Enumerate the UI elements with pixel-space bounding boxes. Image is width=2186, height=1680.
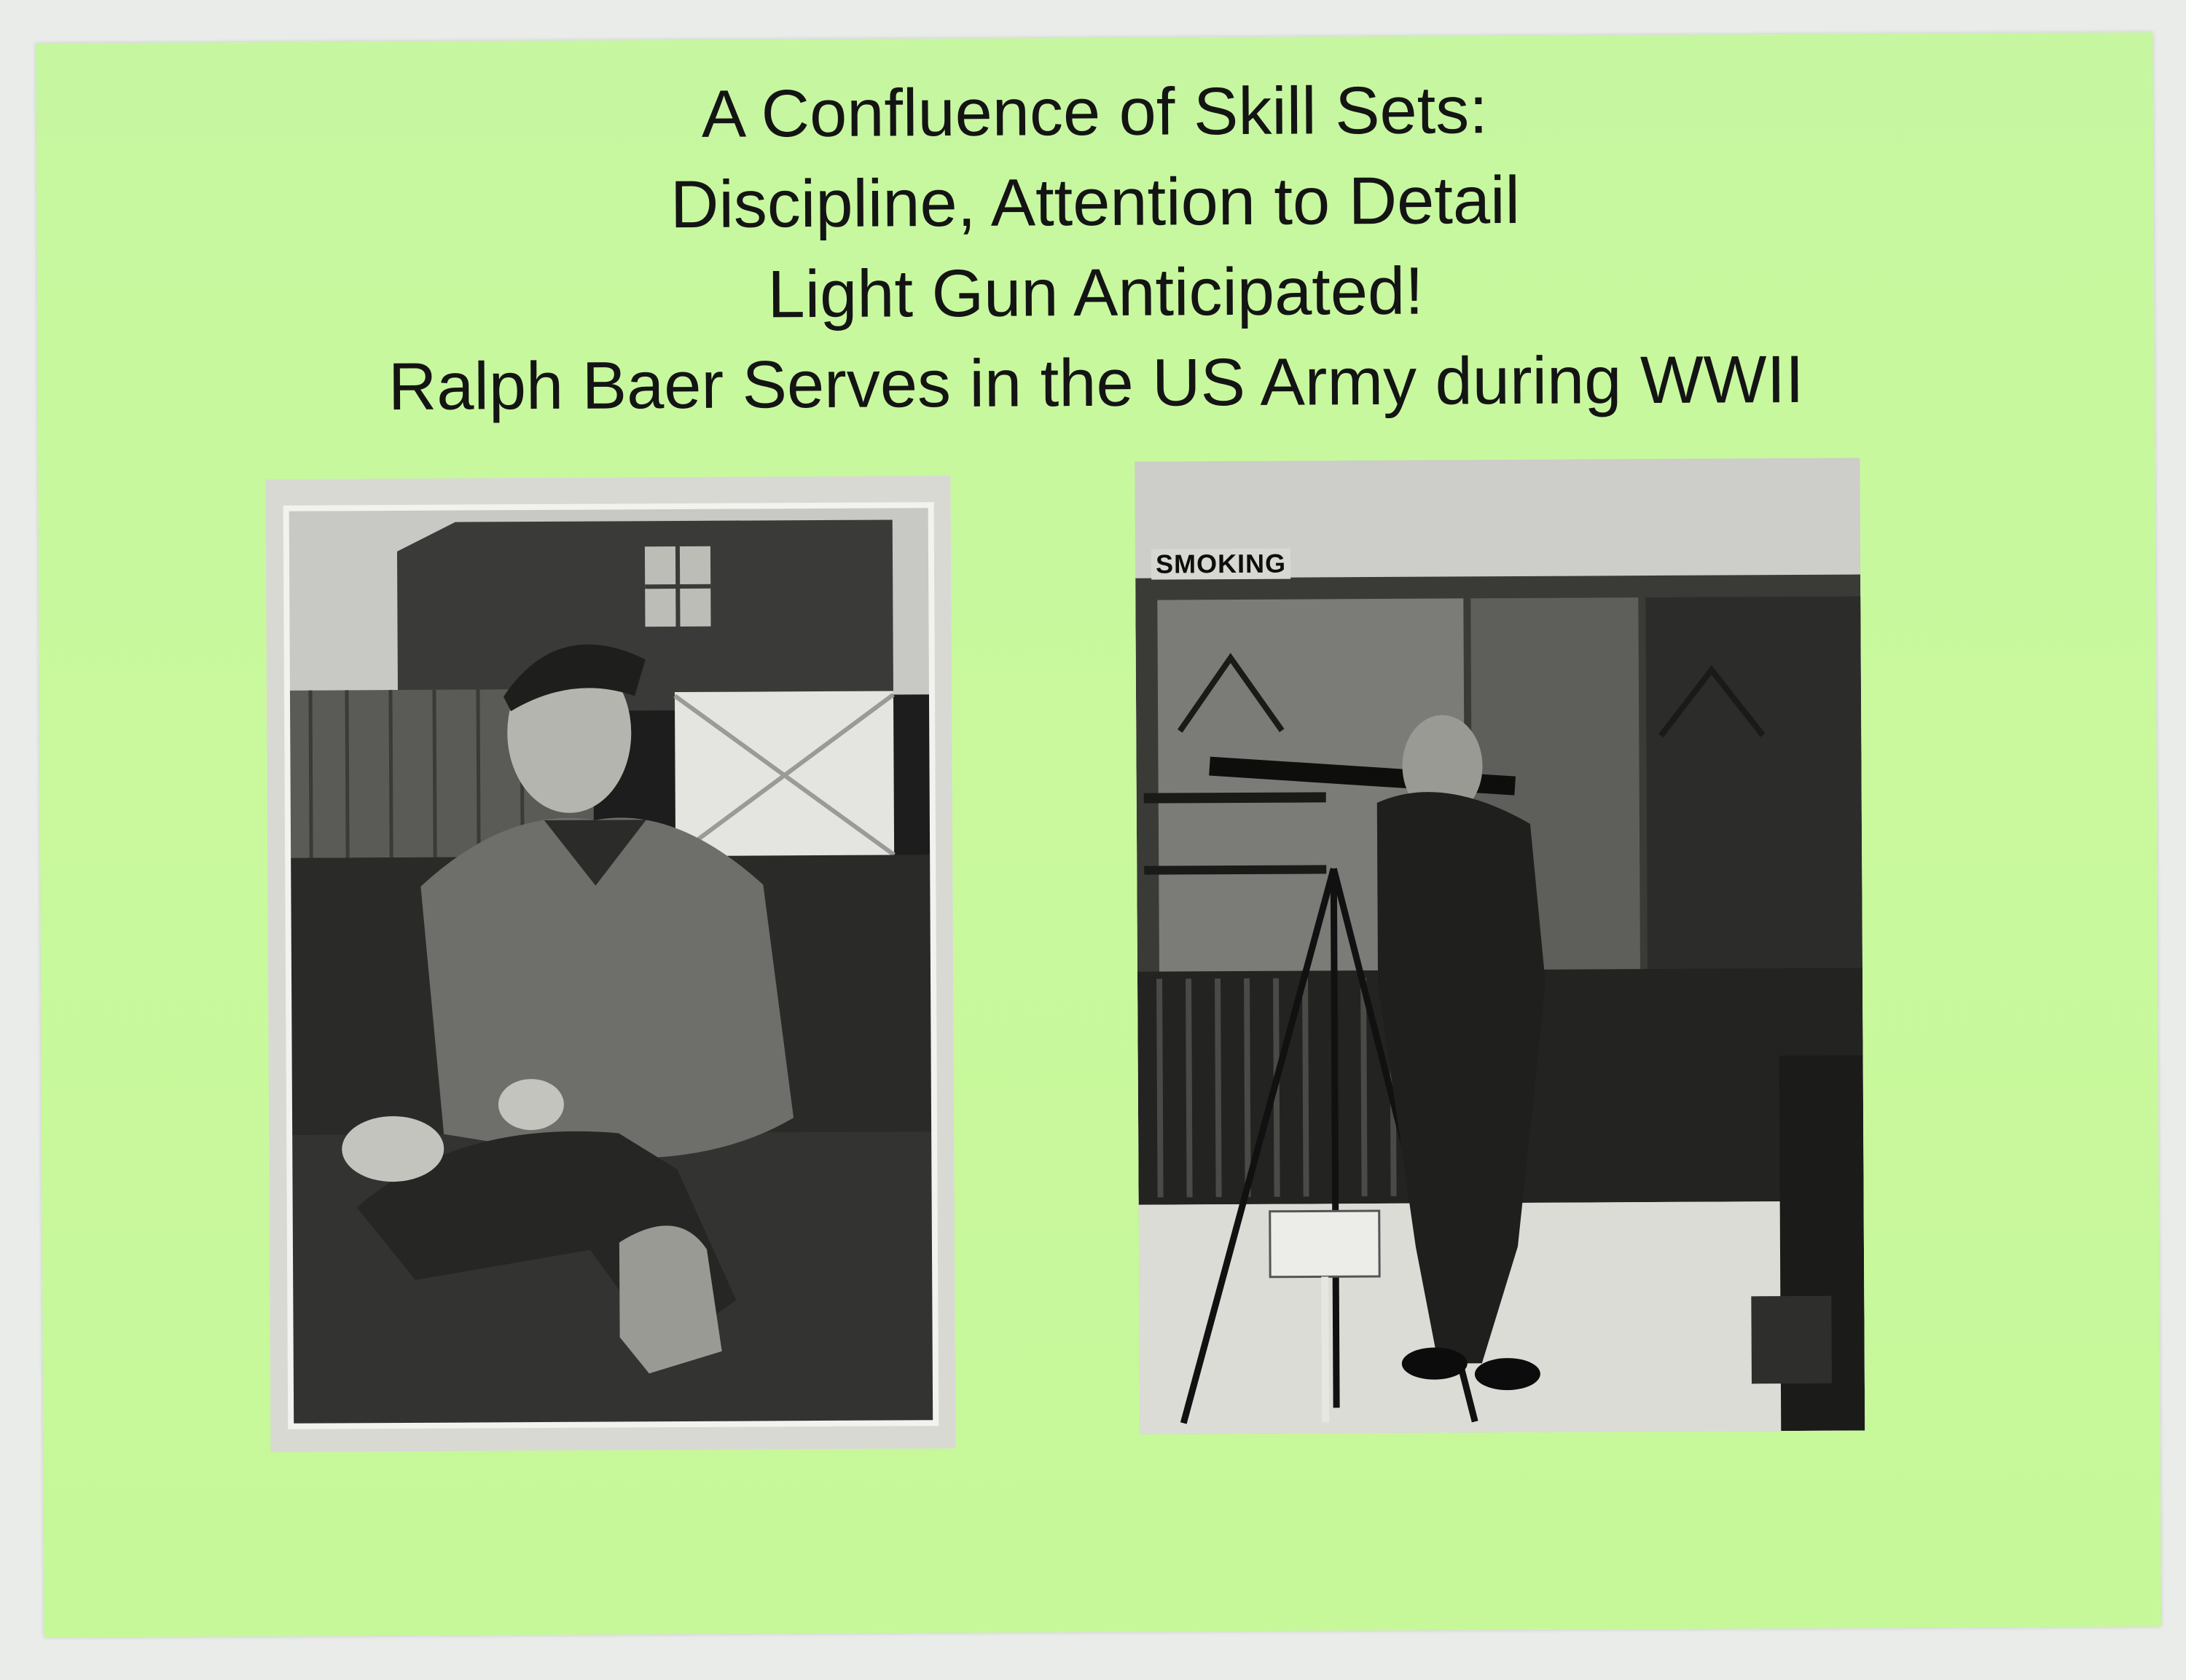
title-line-3: Light Gun Anticipated!: [767, 254, 1424, 332]
title-line-1: A Confluence of Skill Sets:: [701, 73, 1489, 152]
title-line-4: Ralph Baer Serves in the US Army during WWII: [388, 342, 1804, 425]
slide-title: [36, 61, 2155, 433]
rifle-tripod-photo: [1135, 458, 1865, 1434]
presentation-slide: [36, 32, 2160, 1637]
smoking-sign: SMOKING: [1151, 549, 1290, 580]
rifle-tripod-photo-icon: [1135, 458, 1865, 1434]
title-line-2: Discipline, Attention to Detail: [670, 162, 1521, 243]
portrait-photo-icon: [265, 476, 955, 1452]
soldier-portrait-photo: [265, 476, 955, 1452]
